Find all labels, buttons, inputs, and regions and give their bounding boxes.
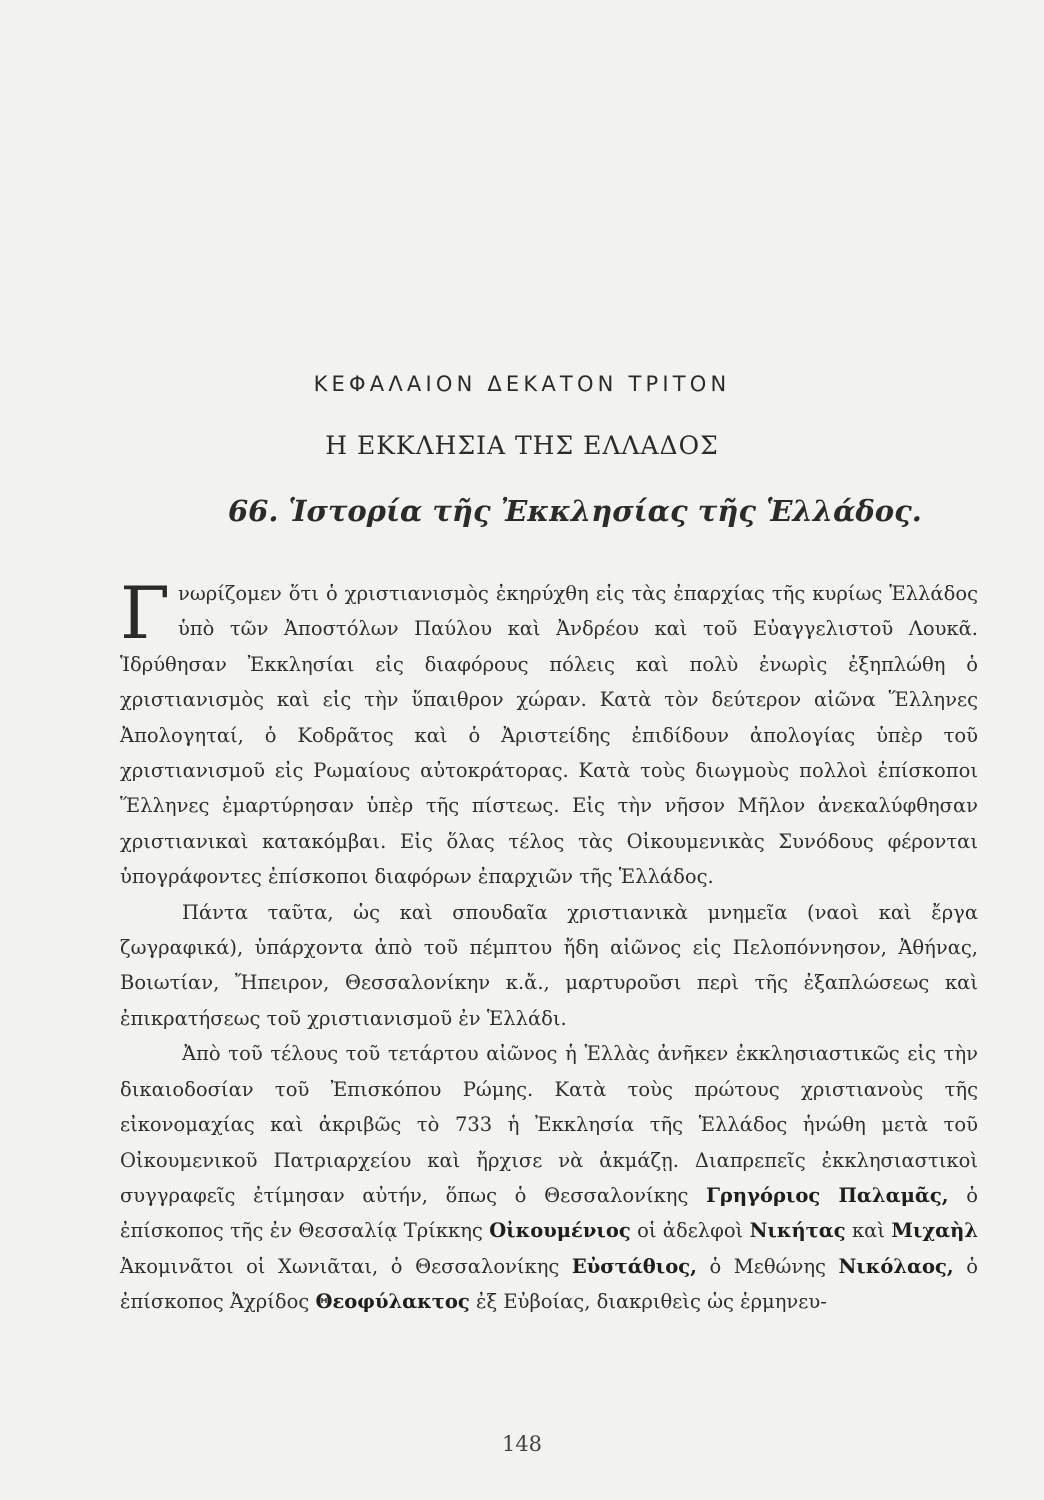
name-gregorios-palamas: Γρηγόριος Παλαμᾶς, [706,1183,949,1207]
drop-cap: Γ [120,571,170,655]
paragraph-3-text-3: οἱ ἀδελφοὶ [637,1219,744,1243]
section-heading: 66. Ἱστορία τῆς Ἐκκλησίας τῆς Ἑλλάδος. [228,494,922,528]
paragraph-3-text-8: ἐξ Εὐβοίας, διακριθεὶς ὡς ἑρμηνευ- [475,1290,827,1314]
paragraph-3-text-7: ὁ ἐπίσκοπος Ἀχρίδος [120,1254,978,1314]
page-number: 148 [501,1432,543,1456]
paragraph-3-text-1: Ἀπὸ τοῦ τέλους τοῦ τετάρτου αἰῶνος ἡ Ἑλλὰς ἀνῆκεν ἐκκλησιαστικῶς εἰς τὴν δικαιοδοσίαν τοῦ Ἐπισκόπου Ρώμης. Κατὰ τοὺς πρώτους χριστιανοὺς τῆς εἰκονομαχίας καὶ ἀκριβῶς τὸ 733 ἡ Ἐκκλησία τῆς Ἑλλάδος ἡνώθη μετὰ τοῦ Οἰκουμενικοῦ Πατριαρχείου καὶ ἤρχισε νὰ ἀκμάζῃ. Διαπρεπεῖς ἐκκλησιαστικοὶ συγγραφεῖς ἐτίμησαν αὐτήν, ὅπως ὁ Θεσσαλονίκης [120,1042,978,1207]
name-michael: Μιχαὴλ [891,1219,979,1243]
name-theophylaktos: Θεοφύλακτος [315,1290,470,1314]
paragraph-1-text: νωρίζομεν ὅτι ὁ χριστιανισμὸς ἐκηρύχθη εἰς τὰς ἐπαρχίας τῆς κυρίως Ἑλλάδος ὑπὸ τῶν Ἀποστόλων Παύλου καὶ Ἀνδρέου καὶ τοῦ Εὐαγγελιστοῦ Λουκᾶ. Ἱδρύθησαν Ἐκκλησίαι εἰς διαφόρους πόλεις καὶ πολὺ ἐνωρὶς ἐξηπλώθη ὁ χριστιανισμὸς καὶ εἰς τὴν ὕπαιθρον χώραν. Κατὰ τὸν δεύτερον αἰῶνα Ἕλληνες Ἀπολογηταί, ὁ Κοδρᾶτος καὶ ὁ Ἀριστείδης ἐπιδίδουν ἀπολογίας ὑπὲρ τοῦ χριστιανισμοῦ εἰς Ρωμαίους αὐτοκράτορας. Κατὰ τοὺς διωγμοὺς πολλοὶ ἐπίσκοποι Ἕλληνες ἐμαρτύρησαν ὑπὲρ τῆς πίστεως. Εἰς τὴν νῆσον Μῆλον ἀνεκαλύφθησαν χριστιανικαὶ κατακόμβαι. Εἰς ὅλας τέλος τὰς Οἰκουμενικὰς Συνόδους φέρονται ὑπογράφοντες ἐπίσκοποι διαφόρων ἐπαρχιῶν τῆς Ἑλλάδος. [120,582,978,889]
paragraph-3-text-4: καὶ [851,1219,885,1243]
paragraph-3-text-6: ὁ Μεθώνης [709,1254,826,1278]
chapter-title: Η ΕΚΚΛΗΣΙΑ ΤΗΣ ΕΛΛΑΔΟΣ [325,431,719,460]
name-niketas: Νικήτας [749,1219,846,1243]
body-text [120,571,979,1320]
name-eustathios: Εὐστάθιος, [571,1254,697,1278]
paragraph-3-text-5: Ἀκομινᾶτοι οἱ Χωνιᾶται, ὁ Θεσσαλονίκης [120,1254,560,1278]
paragraph-3 [120,1036,978,1319]
name-oikoumenios: Οἰκουμένιος [489,1219,631,1243]
paragraph-1 [120,571,978,895]
chapter-label: ΚΕΦΑΛΑΙΟΝ ΔΕΚΑΤΟΝ ΤΡΙΤΟΝ [313,372,731,396]
paragraph-3-text-2: ὁ ἐπίσκοπος τῆς ἐν Θεσσαλίᾳ Τρίκκης [120,1183,978,1243]
paragraph-2: Πάντα ταῦτα, ὡς καὶ σπουδαῖα χριστιανικὰ μνημεῖα (ναοὶ καὶ ἔργα ζωγραφικά), ὑπάρχοντα ἀπὸ τοῦ πέμπτου ἤδη αἰῶνος εἰς Πελοπόννησον, Ἀθήνας, Βοιωτίαν, Ἤπειρον, Θεσσαλονίκην κ.ἄ., μαρτυροῦσι περὶ τῆς ἐξαπλώσεως καὶ ἐπικρατήσεως τοῦ χριστιανισμοῦ ἐν Ἑλλάδι. [120,900,978,1030]
name-nikolaos: Νικόλαος, [838,1254,954,1278]
